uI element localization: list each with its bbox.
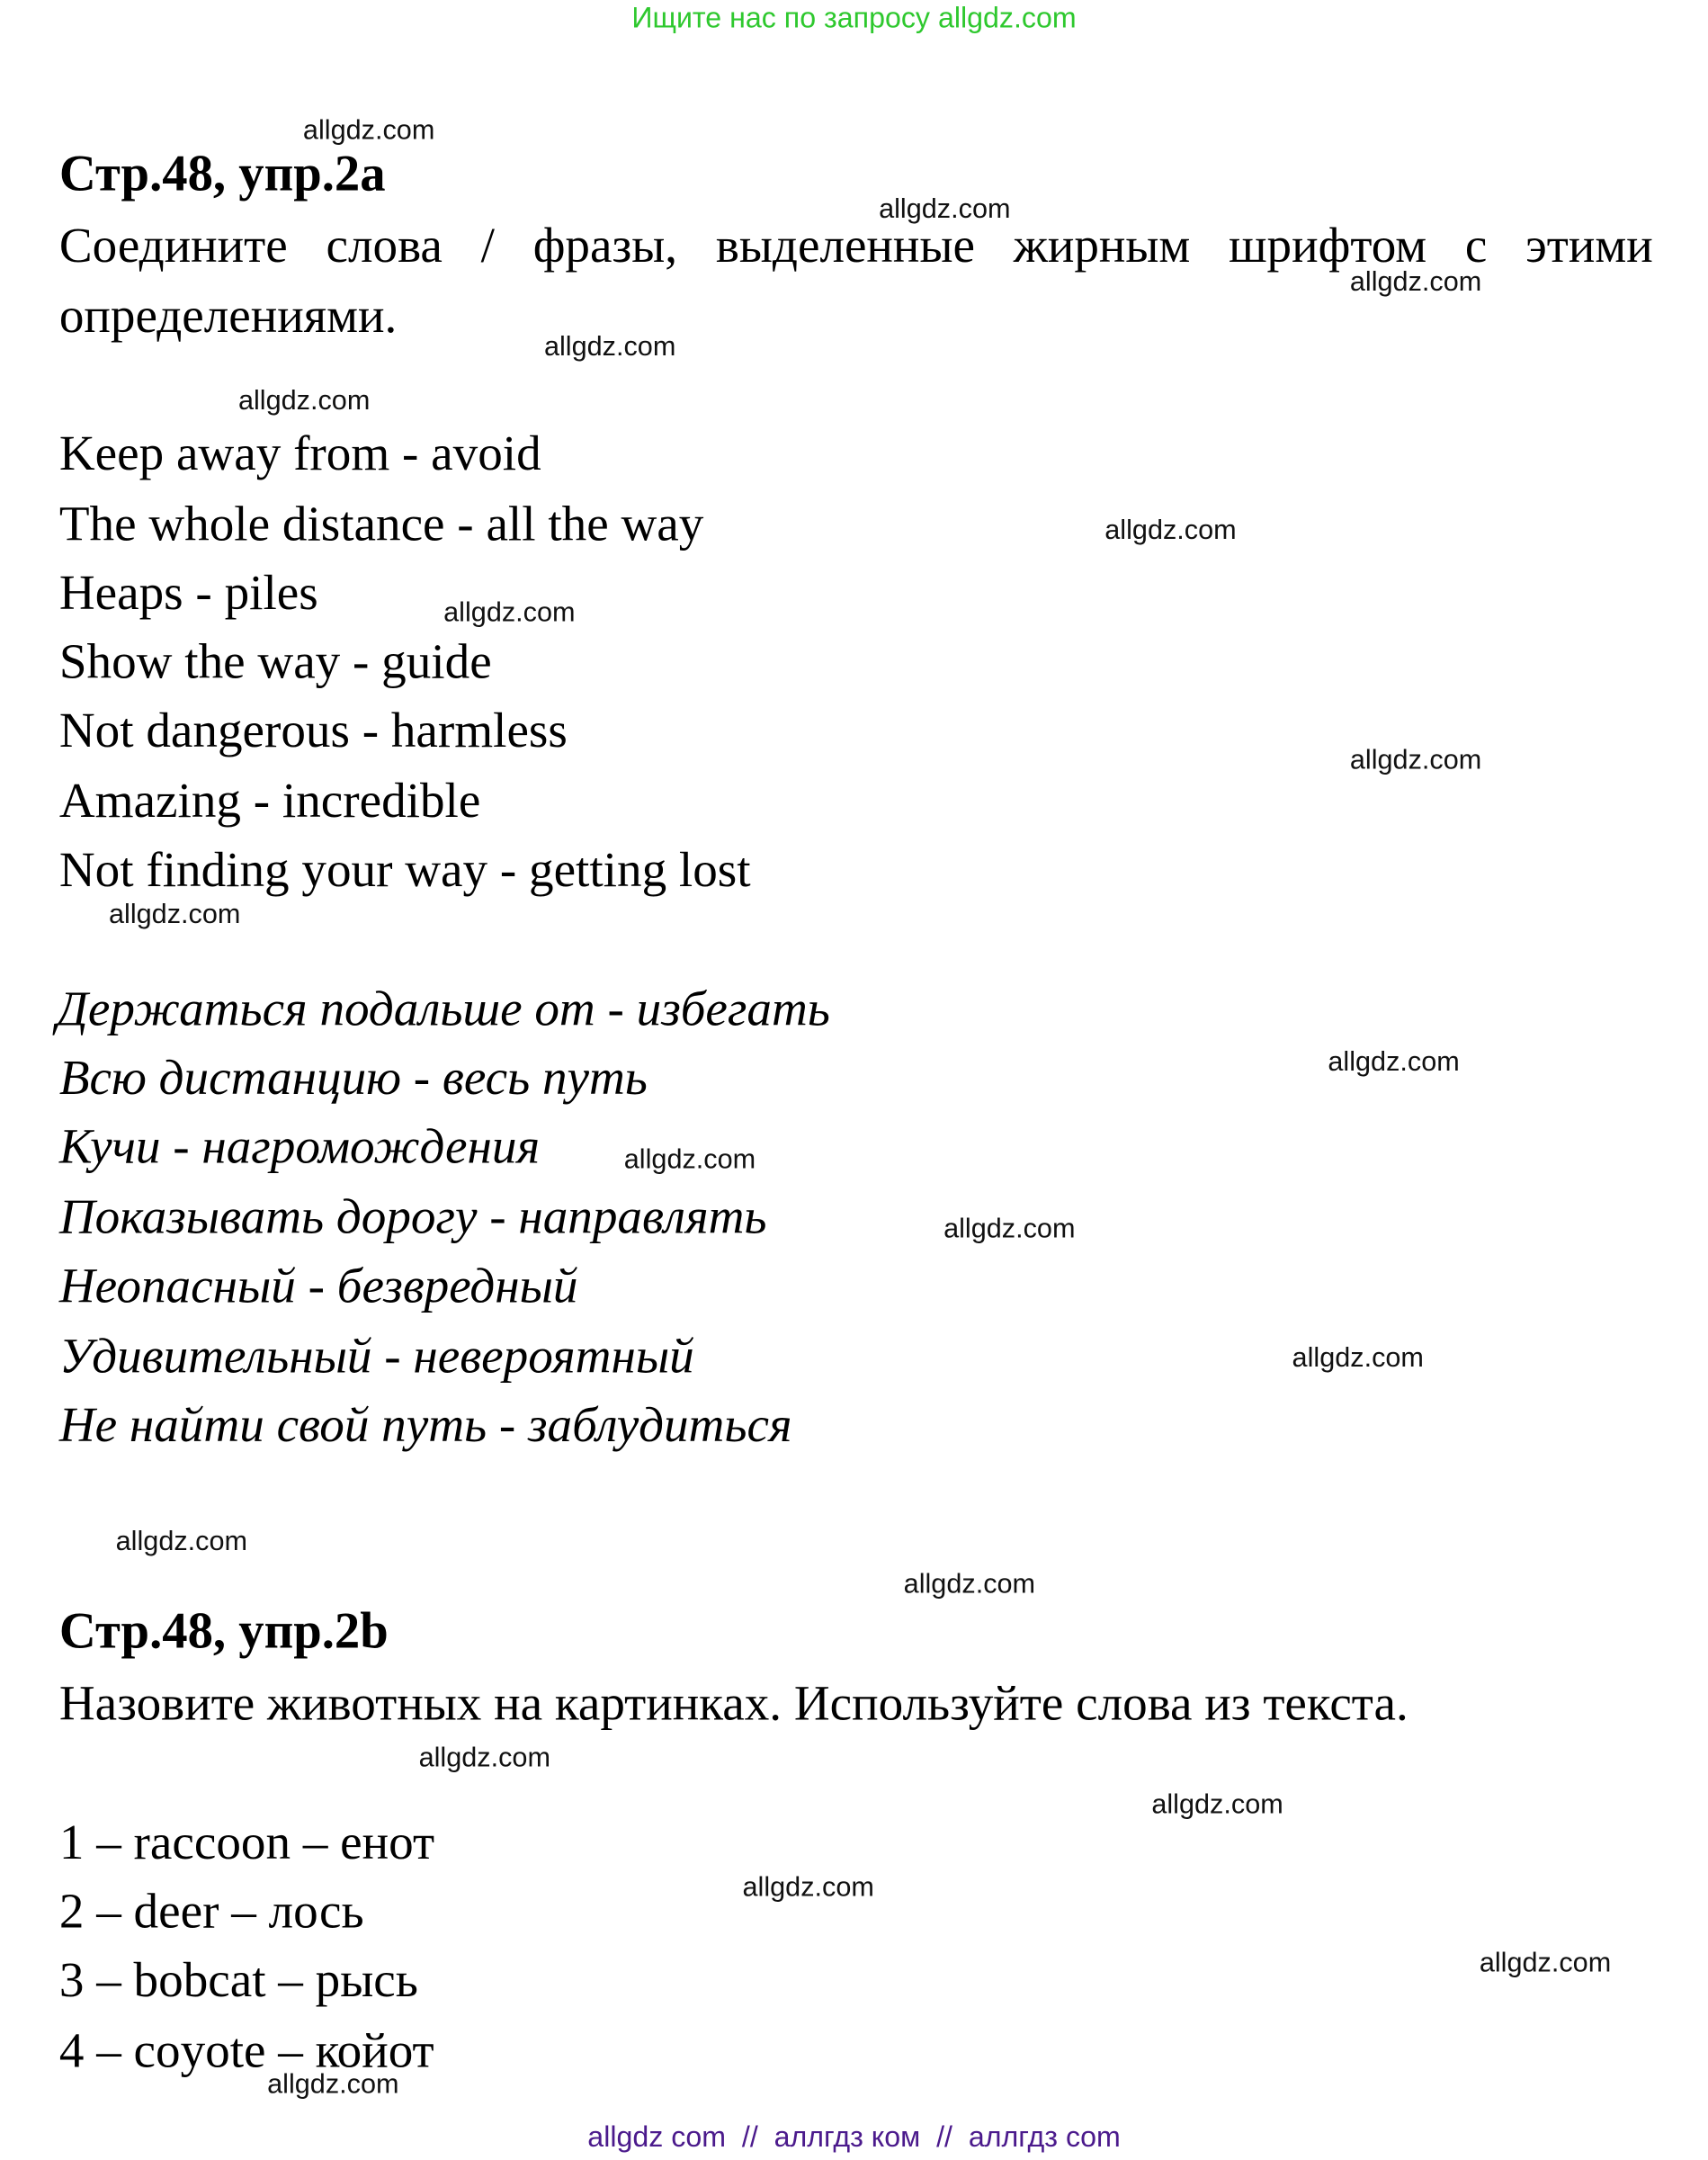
watermark: allgdz.com [418, 1743, 551, 1774]
watermark: allgdz.com [237, 385, 371, 417]
watermark: allgdz.com [267, 2069, 399, 2101]
watermark: allgdz.com [543, 332, 676, 363]
watermark: allgdz.com [1479, 1948, 1612, 1979]
english-pair: Amazing - incredible [58, 773, 481, 829]
watermark: allgdz.com [1328, 1046, 1460, 1078]
watermark: allgdz.com [1292, 1343, 1424, 1374]
section-a-instruction-line2: определениями. [58, 288, 398, 344]
russian-pair: Всю дистанцию - весь путь [58, 1050, 648, 1106]
english-pair: Not dangerous - harmless [58, 703, 568, 758]
watermark: allgdz.com [302, 115, 435, 147]
watermark: allgdz.com [1349, 745, 1482, 776]
section-b-instruction: Назовите животных на картинках. Используйте слова из текста. [58, 1675, 1408, 1731]
watermark: allgdz.com [879, 193, 1011, 225]
watermark: allgdz.com [903, 1569, 1036, 1600]
russian-pair: Показывать дорогу - направлять [58, 1188, 767, 1244]
english-pair: The whole distance - all the way [58, 496, 704, 551]
watermark: allgdz.com [623, 1144, 756, 1176]
russian-pair: Кучи - нагромождения [58, 1118, 541, 1174]
watermark: allgdz.com [1151, 1789, 1283, 1821]
section-a-title: Стр.48, упр.2a [58, 146, 386, 203]
russian-pair: Держаться подальше от - избегать [56, 981, 830, 1036]
watermark: allgdz.com [1104, 515, 1237, 546]
answer-item: 3 – bobcat – рысь [58, 1952, 418, 2008]
english-pair: Keep away from - avoid [58, 426, 541, 481]
watermark: allgdz.com [742, 1872, 874, 1904]
footer-links: allgdz com // аллгдз ком // аллгдз com [587, 2121, 1121, 2154]
english-pair: Show the way - guide [58, 633, 492, 689]
english-pair: Not finding your way - getting lost [58, 841, 751, 898]
watermark: allgdz.com [1349, 267, 1482, 298]
answer-item: 4 – coyote – койот [58, 2022, 434, 2078]
watermark: allgdz.com [108, 900, 241, 930]
answer-item: 1 – raccoon – енот [58, 1814, 435, 1870]
section-a-instruction-line1: Соедините слова / фразы, выделенные жирным шрифтом с этими [58, 217, 1653, 273]
russian-pair: Удивительный - невероятный [58, 1328, 694, 1384]
answer-item: 2 – deer – лось [58, 1883, 364, 1939]
watermark: allgdz.com [443, 597, 576, 629]
section-b-title: Стр.48, упр.2b [58, 1603, 389, 1661]
russian-pair: Неопасный - безвредный [58, 1258, 578, 1313]
russian-pair: Не найти свой путь - заблудиться [58, 1396, 792, 1453]
watermark: allgdz.com [115, 1526, 248, 1557]
header-banner: Ищите нас по запросу allgdz.com [631, 3, 1077, 35]
watermark: allgdz.com [943, 1214, 1076, 1244]
english-pair: Heaps - piles [58, 564, 318, 621]
